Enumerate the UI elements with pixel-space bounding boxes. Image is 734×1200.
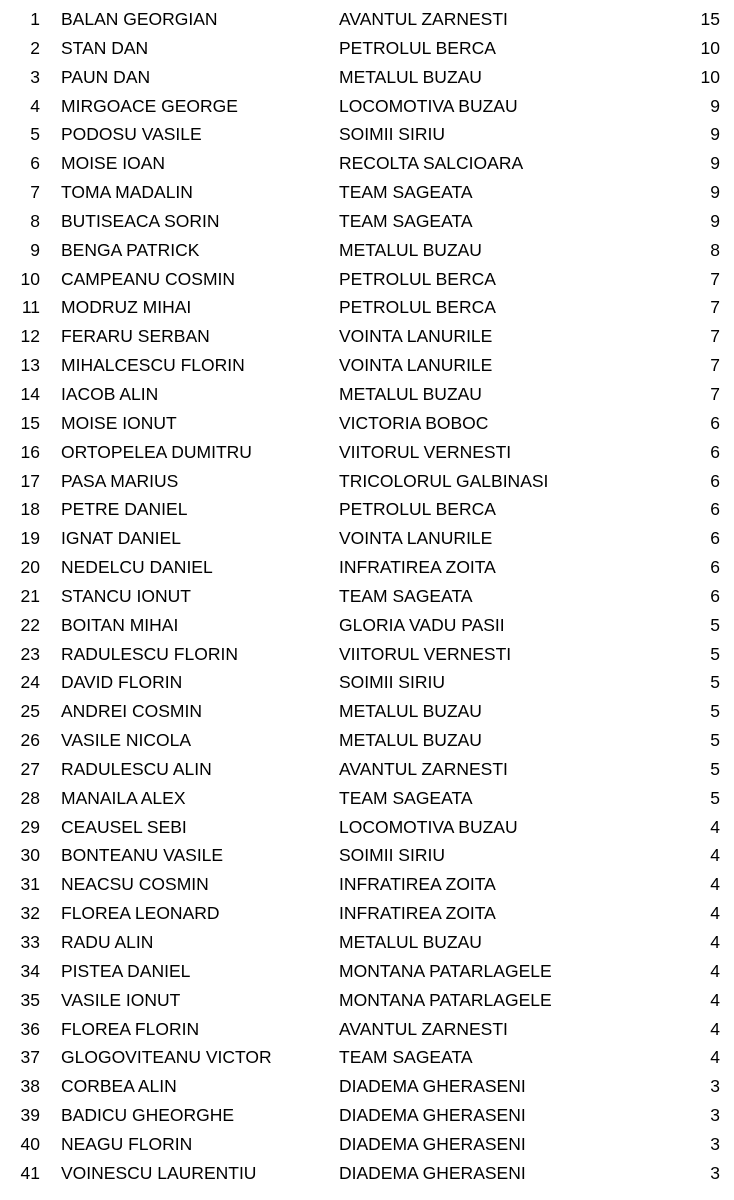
table-row [0,524,734,553]
team-name-cell: DIADEMA GHERASENI [339,1162,526,1183]
goals-cell: 4 [710,989,720,1010]
player-name-cell: PASA MARIUS [61,470,179,491]
goals-cell: 3 [710,1162,720,1183]
team-name-cell: SOIMII SIRIU [339,672,445,693]
player-name-cell: RADU ALIN [61,932,154,952]
player-name-cell: BOITAN MIHAI [61,614,179,635]
player-name-cell: NEACSU COSMIN [61,874,209,895]
goals-cell: 5 [710,787,720,808]
team-name-cell: TEAM SAGEATA [339,210,473,231]
player-name-cell: ANDREI COSMIN [61,701,202,722]
rank-cell: 26 [20,730,40,751]
goals-cell: 6 [710,412,720,433]
table-row [0,928,734,957]
table-row [0,1130,734,1159]
goals-cell: 5 [710,643,720,664]
table-row [0,351,734,380]
rank-cell: 39 [20,1105,40,1126]
table-row [0,467,734,496]
team-name-cell: VIITORUL VERNESTI [339,643,512,664]
goals-cell: 6 [710,585,720,606]
table-row [0,5,734,34]
table-row [0,726,734,755]
goals-cell: 4 [710,932,720,952]
rank-cell: 2 [30,37,40,58]
team-name-cell: AVANTUL ZARNESTI [339,758,508,779]
team-name-cell: DIADEMA GHERASENI [339,1133,526,1154]
player-name-cell: NEAGU FLORIN [61,1133,193,1154]
team-name-cell: INFRATIREA ZOITA [339,903,496,924]
player-name-cell: CORBEA ALIN [61,1076,177,1097]
player-name-cell: MODRUZ MIHAI [61,297,192,318]
goals-cell: 5 [710,730,720,751]
team-name-cell: PETROLUL BERCA [339,297,496,318]
goals-cell: 7 [710,355,720,376]
rank-cell: 31 [20,874,40,895]
player-name-cell: TOMA MADALIN [61,182,193,203]
rank-cell: 33 [20,932,40,952]
goals-cell: 5 [710,672,720,693]
table-row [0,265,734,294]
rank-cell: 15 [20,412,40,433]
player-name-cell: ORTOPELEA DUMITRU [61,441,252,462]
player-name-cell: VASILE NICOLA [61,730,192,751]
rank-cell: 35 [20,989,40,1010]
goals-cell: 4 [710,1047,720,1068]
goals-cell: 4 [710,960,720,981]
team-name-cell: METALUL BUZAU [339,701,482,722]
rank-cell: 17 [20,470,40,491]
player-name-cell: PETRE DANIEL [61,499,188,520]
rank-cell: 18 [20,499,40,520]
table-row [0,293,734,322]
table-row [0,813,734,842]
goals-cell: 4 [710,1018,720,1039]
table-row [0,1159,734,1188]
table-row [0,1015,734,1044]
goals-cell: 3 [710,1105,720,1126]
rank-cell: 7 [30,182,40,203]
player-name-cell: VASILE IONUT [61,989,181,1010]
team-name-cell: DIADEMA GHERASENI [339,1105,526,1126]
team-name-cell: RECOLTA SALCIOARA [339,153,524,174]
goals-cell: 7 [710,297,720,318]
rank-cell: 12 [20,326,40,347]
player-name-cell: DAVID FLORIN [61,672,183,693]
player-name-cell: CEAUSEL SEBI [61,816,187,837]
table-row [0,870,734,899]
rank-cell: 25 [20,701,40,722]
player-name-cell: MIRGOACE GEORGE [61,95,238,116]
rank-cell: 37 [20,1047,40,1068]
rank-cell: 11 [21,297,40,318]
goals-cell: 7 [710,383,720,404]
team-name-cell: SOIMII SIRIU [339,845,445,866]
rank-cell: 14 [20,383,40,404]
rank-cell: 5 [30,124,40,145]
team-name-cell: PETROLUL BERCA [339,499,496,520]
player-name-cell: BADICU GHEORGHE [61,1105,235,1126]
player-name-cell: BUTISEACA SORIN [61,210,220,231]
rank-cell: 10 [20,268,40,289]
goals-cell: 7 [710,268,720,289]
table-row [0,207,734,236]
goals-cell: 9 [710,95,720,116]
team-name-cell: SOIMII SIRIU [339,124,445,145]
player-name-cell: IACOB ALIN [61,383,159,404]
goals-cell: 3 [710,1133,720,1154]
team-name-cell: VOINTA LANURILE [339,528,493,549]
team-name-cell: METALUL BUZAU [339,932,482,952]
goals-cell: 4 [710,845,720,866]
table-row [0,409,734,438]
team-name-cell: LOCOMOTIVA BUZAU [339,95,518,116]
team-name-cell: MONTANA PATARLAGELE [339,960,552,981]
rank-cell: 36 [20,1018,40,1039]
table-row [0,120,734,149]
rank-cell: 8 [30,210,40,231]
goals-cell: 6 [710,470,720,491]
goals-cell: 6 [710,499,720,520]
team-name-cell: LOCOMOTIVA BUZAU [339,816,518,837]
goals-cell: 4 [710,816,720,837]
rank-cell: 28 [20,787,40,808]
goals-cell: 6 [710,528,720,549]
rank-cell: 4 [30,95,40,116]
team-name-cell: GLORIA VADU PASII [339,614,505,635]
table-row [0,1043,734,1072]
player-name-cell: MOISE IONUT [61,412,177,433]
player-name-cell: FLOREA FLORIN [61,1018,200,1039]
rank-cell: 22 [20,614,40,635]
rank-cell: 3 [30,66,40,87]
table-row [0,149,734,178]
player-name-cell: PISTEA DANIEL [61,960,191,981]
table-row [0,1072,734,1101]
rank-cell: 38 [20,1076,40,1097]
team-name-cell: METALUL BUZAU [339,66,482,87]
table-row [0,611,734,640]
player-name-cell: BONTEANU VASILE [61,845,224,866]
table-row [0,697,734,726]
team-name-cell: MONTANA PATARLAGELE [339,989,552,1010]
table-row [0,236,734,265]
goals-cell: 15 [700,9,720,29]
table-row [0,495,734,524]
team-name-cell: TRICOLORUL GALBINASI [339,470,549,491]
rank-cell: 16 [20,441,40,462]
goals-cell: 4 [710,874,720,895]
rank-cell: 41 [20,1162,40,1183]
team-name-cell: INFRATIREA ZOITA [339,874,496,895]
table-row [0,178,734,207]
player-name-cell: STAN DAN [61,37,149,58]
table-row [0,582,734,611]
goals-cell: 5 [710,701,720,722]
rank-cell: 13 [20,355,40,376]
player-name-cell: NEDELCU DANIEL [61,557,213,578]
table-row [0,63,734,92]
goals-cell: 9 [710,153,720,174]
rank-cell: 19 [20,528,40,549]
player-name-cell: FLOREA LEONARD [61,903,220,924]
player-name-cell: RADULESCU FLORIN [61,643,238,664]
goals-cell: 6 [710,557,720,578]
player-name-cell: FERARU SERBAN [61,326,210,347]
rank-cell: 23 [20,643,40,664]
team-name-cell: VOINTA LANURILE [339,326,493,347]
player-name-cell: STANCU IONUT [61,585,191,606]
player-name-cell: GLOGOVITEANU VICTOR [61,1047,272,1068]
goals-cell: 8 [710,239,720,260]
goals-cell: 5 [710,614,720,635]
team-name-cell: TEAM SAGEATA [339,585,473,606]
team-name-cell: VOINTA LANURILE [339,355,493,376]
table-row [0,755,734,784]
player-name-cell: VOINESCU LAURENTIU [61,1162,257,1183]
rank-cell: 21 [20,585,40,606]
table-row [0,784,734,813]
team-name-cell: DIADEMA GHERASENI [339,1076,526,1097]
player-name-cell: BENGA PATRICK [61,239,200,260]
table-row [0,899,734,928]
team-name-cell: TEAM SAGEATA [339,787,473,808]
team-name-cell: METALUL BUZAU [339,383,482,404]
rank-cell: 40 [20,1133,40,1154]
table-row [0,957,734,986]
table-row [0,640,734,669]
table-row [0,986,734,1015]
goals-cell: 9 [710,210,720,231]
team-name-cell: AVANTUL ZARNESTI [339,9,508,29]
player-name-cell: PAUN DAN [61,66,151,87]
table-row [0,322,734,351]
table-row [0,841,734,870]
team-name-cell: TEAM SAGEATA [339,182,473,203]
rank-cell: 30 [20,845,40,866]
rank-cell: 29 [20,816,40,837]
rank-cell: 27 [20,758,40,779]
team-name-cell: TEAM SAGEATA [339,1047,473,1068]
table-row [0,553,734,582]
rank-cell: 20 [20,557,40,578]
goals-cell: 10 [700,66,720,87]
team-name-cell: VICTORIA BOBOC [339,412,489,433]
rank-cell: 9 [30,239,40,260]
player-name-cell: MOISE IOAN [61,153,166,174]
goals-cell: 4 [710,903,720,924]
table-row [0,380,734,409]
team-name-cell: INFRATIREA ZOITA [339,557,496,578]
table-row [0,668,734,697]
team-name-cell: METALUL BUZAU [339,239,482,260]
player-name-cell: BALAN GEORGIAN [61,9,218,29]
player-name-cell: CAMPEANU COSMIN [61,268,236,289]
player-name-cell: RADULESCU ALIN [61,758,212,779]
rank-cell: 34 [20,960,40,981]
table-row [0,438,734,467]
goals-cell: 3 [710,1076,720,1097]
rank-cell: 1 [30,9,40,29]
goals-cell: 7 [710,326,720,347]
team-name-cell: METALUL BUZAU [339,730,482,751]
goals-cell: 9 [710,124,720,145]
player-name-cell: IGNAT DANIEL [61,528,181,549]
team-name-cell: VIITORUL VERNESTI [339,441,512,462]
table-row [0,1101,734,1130]
rank-cell: 32 [20,903,40,924]
goals-cell: 5 [710,758,720,779]
goals-cell: 9 [710,182,720,203]
rank-cell: 6 [30,153,40,174]
player-name-cell: MANAILA ALEX [61,787,186,808]
goals-cell: 6 [710,441,720,462]
rank-cell: 24 [20,672,40,693]
table-row [0,92,734,121]
team-name-cell: AVANTUL ZARNESTI [339,1018,508,1039]
team-name-cell: PETROLUL BERCA [339,268,496,289]
player-name-cell: MIHALCESCU FLORIN [61,355,245,376]
table-row [0,34,734,63]
team-name-cell: PETROLUL BERCA [339,37,496,58]
goals-cell: 10 [700,37,720,58]
player-name-cell: PODOSU VASILE [61,124,202,145]
